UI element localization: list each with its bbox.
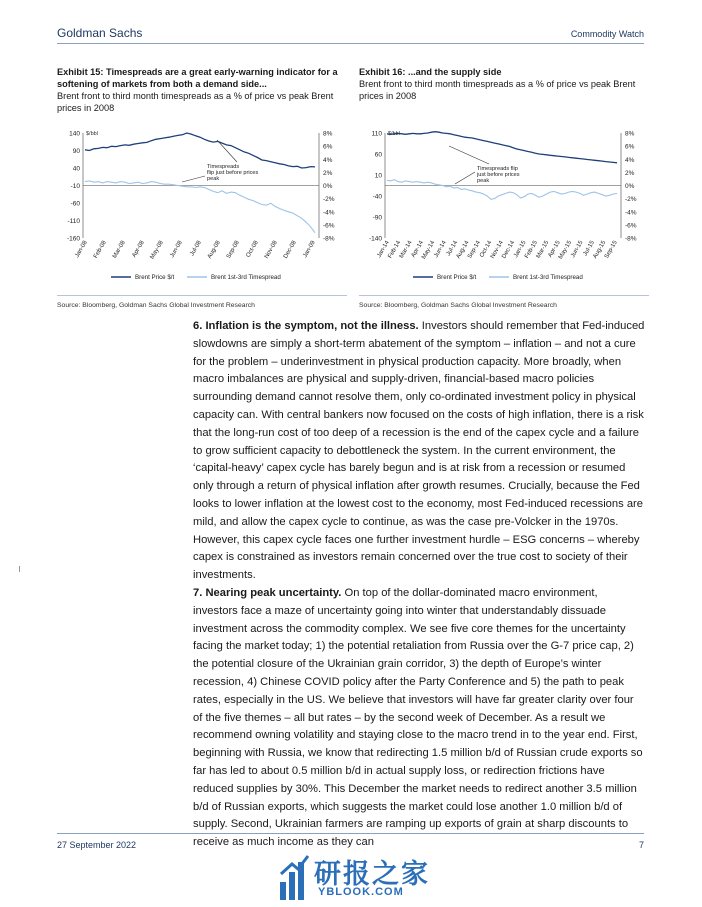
right-tick-label: 0% — [625, 183, 635, 190]
right-tick-label: -6% — [625, 222, 637, 230]
x-tick-label: Jan-09 — [302, 240, 317, 259]
exhibit-16 — [359, 66, 649, 102]
exhibit-16-title: Exhibit 16: ...and the supply side — [359, 67, 502, 77]
left-tick-label: 40 — [72, 165, 80, 173]
annotation-arrow — [182, 176, 205, 182]
x-tick-label: Mar-15 — [535, 240, 551, 260]
x-tick-label: Feb-15 — [524, 240, 539, 260]
x-tick-label: Oct-14 — [479, 240, 494, 259]
left-tick-label: 140 — [69, 130, 80, 138]
exhibit-15-subtitle: Brent front to third month timespreads as a % of price vs peak Brent prices in 2008 — [57, 91, 334, 113]
exhibit-15-rule — [57, 295, 347, 296]
right-tick-label: -2% — [323, 196, 335, 204]
x-tick-label: Sep-14 — [467, 240, 482, 260]
watermark-cn: 研报之家 — [314, 859, 430, 889]
left-tick-label: 90 — [72, 148, 80, 155]
right-tick-label: -4% — [625, 209, 637, 217]
legend-label-spread: Brent 1st-3rd Timespread — [513, 274, 583, 281]
right-tick-label: 4% — [323, 156, 333, 164]
left-tick-label: -160 — [66, 235, 80, 243]
x-tick-label: Sep-08 — [225, 240, 241, 260]
publication-name: Commodity Watch — [570, 29, 644, 39]
left-tick-label: -110 — [67, 218, 80, 225]
legend-label-price: Brent Price $/t — [135, 274, 175, 281]
x-tick-label: May-14 — [421, 240, 437, 261]
watermark-en: YBLOOK.COM — [318, 886, 404, 898]
left-tick-label: -60 — [70, 200, 80, 208]
right-tick-label: 6% — [323, 143, 333, 151]
x-tick-label: Jun-15 — [570, 240, 585, 259]
page-number: 7 — [638, 840, 644, 850]
exhibit-15 — [57, 66, 347, 114]
bar-logo-icon — [278, 852, 312, 902]
right-tick-label: 4% — [625, 156, 635, 164]
x-tick-label: Jan-08 — [74, 240, 89, 259]
exhibit-16-chart — [359, 124, 649, 288]
right-tick-label: -6% — [323, 222, 335, 230]
x-tick-label: Jul-08 — [189, 240, 203, 258]
series-line-brent-price — [85, 133, 315, 168]
section-inflation — [193, 318, 645, 585]
annotation-arrow — [217, 140, 237, 162]
x-tick-label: Jan-15 — [513, 240, 528, 259]
margin-mark — [19, 566, 20, 572]
right-tick-label: -8% — [625, 235, 637, 243]
x-tick-label: Nov-14 — [489, 240, 505, 260]
right-tick-label: 6% — [625, 143, 635, 151]
x-tick-label: Jul-14 — [445, 240, 460, 258]
x-tick-label: Jul-15 — [582, 240, 596, 258]
x-tick-label: Mar-08 — [112, 240, 127, 260]
right-tick-label: 0% — [323, 183, 333, 190]
right-tick-label: 8% — [625, 130, 635, 138]
exhibit-15-chart — [57, 124, 347, 288]
x-tick-label: Mar-14 — [398, 240, 414, 260]
section-uncertainty-text: On top of the dollar-dominated macro environment, investors face a maze of uncertainty going into winter that understandably dissuade investment across the commodity complex. We see five core themes for the uncertainty facing the market today; 1) the potential retaliation from Russia over the G-7 price cap, 2) the potential closure of the Ukrainian grain corridor, 3) the depth of Europe’s winter recession, 4) Chinese COVID policy after the Party Conference and 5) the path to peak rates, especially in the US. We believe that investors will have far greater clarity over four of the five themes – all but rates – by the second week of December. As a result we recommend owning volatility and staying close to the macro trend in to the year end. First, beginning with Russia, we know that redirecting 1.5 million b/d of Russian crude exports so far has led to about 0.5 million b/d in actual supply loss, or redirection frictions have reduced supplies by 30%. This December the market needs to redirect another 3.5 million b/d of Russian exports, which suggests the market could lose another 1.0 million b/d of supply. Second, Ukrainian farmers are ramping up exports of grain at sharp discounts to receive as much income as they can — [193, 587, 643, 849]
y-axis-unit: $/bbl — [388, 131, 400, 137]
annotation-arrow — [455, 172, 475, 184]
left-tick-label: -140 — [368, 235, 382, 243]
x-tick-label: Dec-14 — [501, 240, 517, 260]
right-tick-label: 2% — [625, 169, 635, 177]
left-tick-label: 110 — [371, 130, 382, 138]
x-tick-label: Aug-15 — [592, 240, 608, 260]
annotation-text: Timespreads flip just before prices peak — [207, 164, 259, 182]
x-tick-label: Jun-14 — [433, 240, 448, 259]
exhibit-15-source: Source: Bloomberg, Goldman Sachs Global Investment Research — [57, 302, 255, 309]
y-axis-unit: $/bbl — [86, 131, 98, 137]
right-tick-label: 2% — [323, 169, 333, 177]
exhibit-16-source: Source: Bloomberg, Goldman Sachs Global Investment Research — [359, 302, 557, 309]
brand-name: Goldman Sachs — [57, 26, 143, 40]
section-uncertainty-heading: 7. Nearing peak uncertainty. — [193, 587, 342, 599]
legend-label-price: Brent Price $/t — [437, 274, 477, 281]
exhibit-16-rule — [359, 295, 649, 296]
right-tick-label: -8% — [323, 235, 335, 243]
annotation-text: Timespreads flip just before prices peak — [477, 166, 520, 184]
right-tick-label: 8% — [323, 130, 333, 138]
header-rule — [57, 43, 644, 44]
x-tick-label: Aug-14 — [455, 240, 471, 260]
x-tick-label: Jan-14 — [376, 240, 391, 259]
series-line-brent-price — [387, 132, 617, 163]
legend-label-spread: Brent 1st-3rd Timespread — [211, 274, 281, 281]
exhibit-16-subtitle: Brent front to third month timespreads as a % of price vs peak Brent prices in 2008 — [359, 79, 636, 101]
x-tick-label: Apr-08 — [131, 240, 146, 259]
x-tick-label: May-15 — [557, 240, 574, 261]
footer-date: 27 September 2022 — [57, 840, 137, 850]
series-line-timespread — [387, 180, 617, 200]
footer-rule — [57, 833, 644, 834]
section-inflation-text: Investors should remember that Fed-induced slowdowns are simply a short-term abatement of the symptom – inflation – and not a cure for the problem – underinvestment in physical production capacity. More broadly, when macro imbalances are physical and supply-driven, financial-based macro policies surrounding demand cannot resolve them, only co-ordinated investment policy in physical capacity can. With central bankers now focused on the costs of high inflation, there is a risk that the long-run cost of too deep of a recession is the end of the capex cycle and a failure to grow sufficient capacity to debottleneck the system. In the current environment, the ‘capital-heavy’ capex cycle has barely begun and is at risk from a recession or resumed only through a return of physical inflation after growth resumes. Crucially, because the Fed looks to lower inflation at the lowest cost to the economy, most Fed-induced recessions are mild, and allow the capex cycle to continue, as was the case pre-Volcker in the 1970s. However, this capex cycle faces one further investment hurdle – ESG concerns – whereby capex is constrained as investors remain concerned over the true cost to society of their investments. — [193, 320, 645, 582]
section-uncertainty — [193, 585, 645, 852]
left-tick-label: -90 — [372, 214, 382, 222]
x-tick-label: Aug-08 — [206, 240, 222, 260]
x-tick-label: Feb-14 — [387, 240, 403, 260]
x-tick-label: Apr-15 — [547, 240, 562, 259]
watermark — [278, 852, 438, 902]
right-tick-label: -4% — [323, 209, 335, 217]
section-inflation-heading: 6. Inflation is the symptom, not the illness. — [193, 320, 419, 332]
left-tick-label: 60 — [374, 151, 382, 159]
x-tick-label: Feb-08 — [93, 240, 108, 260]
x-tick-label: Sep-15 — [603, 240, 619, 260]
x-tick-label: Apr-14 — [410, 240, 425, 259]
right-tick-label: -2% — [625, 196, 637, 204]
x-tick-label: May-08 — [149, 240, 165, 261]
x-tick-label: Nov-08 — [263, 240, 279, 260]
left-tick-label: -40 — [372, 193, 382, 201]
left-tick-label: 10 — [374, 172, 382, 180]
x-tick-label: Dec-08 — [282, 240, 298, 260]
annotation-arrow — [449, 146, 489, 164]
x-tick-label: Oct-08 — [245, 240, 260, 259]
exhibit-15-title: Exhibit 15: Timespreads are a great early-warning indicator for a softening of markets from both a demand side... — [57, 67, 338, 89]
left-tick-label: -10 — [70, 183, 80, 190]
x-tick-label: Jun-08 — [169, 240, 184, 259]
series-line-timespread — [85, 181, 315, 233]
